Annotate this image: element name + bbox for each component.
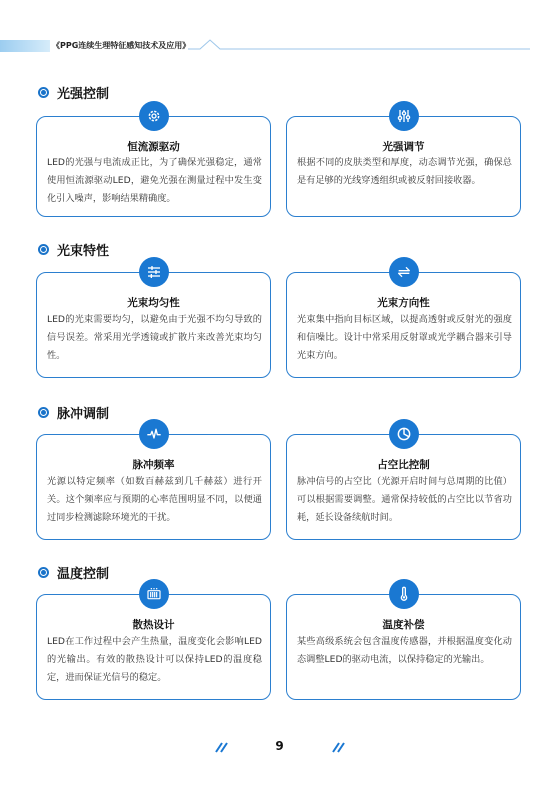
section-heading-pulse (38, 403, 109, 422)
section-bullet-icon (38, 244, 49, 255)
section-title: 脉冲调制 (57, 407, 110, 422)
card-title: 光束方向性 (377, 297, 430, 309)
pie-chart-icon (389, 419, 419, 449)
card-title: 脉冲频率 (132, 459, 175, 471)
section-heading-temperature (38, 563, 109, 582)
equalizer-icon (139, 257, 169, 287)
card-title: 光强调节 (382, 141, 425, 153)
card-body: LED的光束需要均匀，以避免由于光强不均匀导致的信号误差。常采用光学透镜或扩散片来改善光束均匀性。 (47, 314, 262, 361)
card-title: 占空比控制 (377, 459, 430, 471)
card-body: 根据不同的皮肤类型和厚度，动态调节光强，确保总是有足够的光线穿透组织或被反射回接收器。 (297, 157, 512, 186)
section-heading-light-intensity (38, 83, 109, 102)
page-number: 9 (275, 739, 284, 753)
running-header-title: 《PPG连续生理特征感知技术及应用》 (52, 41, 191, 50)
card-body: LED的光强与电流成正比，为了确保光强稳定，通常使用恒流源驱动LED，避免光强在测量过程中发生变化引入噪声，影响结果精确度。 (47, 157, 262, 204)
heatsink-icon (139, 579, 169, 609)
card-title: 温度补偿 (382, 619, 425, 631)
footer-slash-right-icon (329, 740, 347, 754)
gear-icon (139, 101, 169, 131)
card-body: LED在工作过程中会产生热量，温度变化会影响LED的光输出。有效的散热设计可以保持LED的温度稳定，进而保证光信号的稳定。 (47, 636, 262, 683)
section-title: 光束特性 (57, 244, 110, 259)
card-beam-direction (286, 272, 521, 378)
pulse-icon (139, 419, 169, 449)
section-title: 光强控制 (57, 87, 110, 102)
card-constant-current (36, 116, 271, 217)
card-title: 恒流源驱动 (127, 141, 180, 153)
card-intensity-adjust (286, 116, 521, 217)
thermometer-icon (389, 579, 419, 609)
section-bullet-icon (38, 87, 49, 98)
card-title: 散热设计 (132, 619, 175, 631)
card-body: 光束集中指向目标区域，以提高透射或反射光的强度和信噪比。设计中常采用反射罩或光学耦合器来引导光束方向。 (297, 314, 512, 361)
card-body: 光源以特定频率（如数百赫兹到几千赫兹）进行开关。这个频率应与预期的心率范围明显不同，以便通过同步检测滤除环境光的干扰。 (47, 476, 262, 523)
card-title: 光束均匀性 (127, 297, 180, 309)
card-temperature-compensation (286, 594, 521, 700)
card-duty-cycle (286, 434, 521, 540)
card-pulse-frequency (36, 434, 271, 540)
card-body: 脉冲信号的占空比（光源开启时间与总周期的比值）可以根据需要调整。通常保持较低的占空比以节省功耗，延长设备续航时间。 (297, 476, 512, 523)
card-beam-uniformity (36, 272, 271, 378)
sliders-icon (389, 101, 419, 131)
arrows-swap-icon (389, 257, 419, 287)
card-body: 某些高级系统会包含温度传感器，并根据温度变化动态调整LED的驱动电流，以保持稳定的光输出。 (297, 636, 512, 665)
header-rule (0, 0, 559, 60)
section-title: 温度控制 (57, 567, 110, 582)
section-bullet-icon (38, 567, 49, 578)
section-bullet-icon (38, 407, 49, 418)
section-heading-beam (38, 240, 109, 259)
card-heat-dissipation (36, 594, 271, 700)
